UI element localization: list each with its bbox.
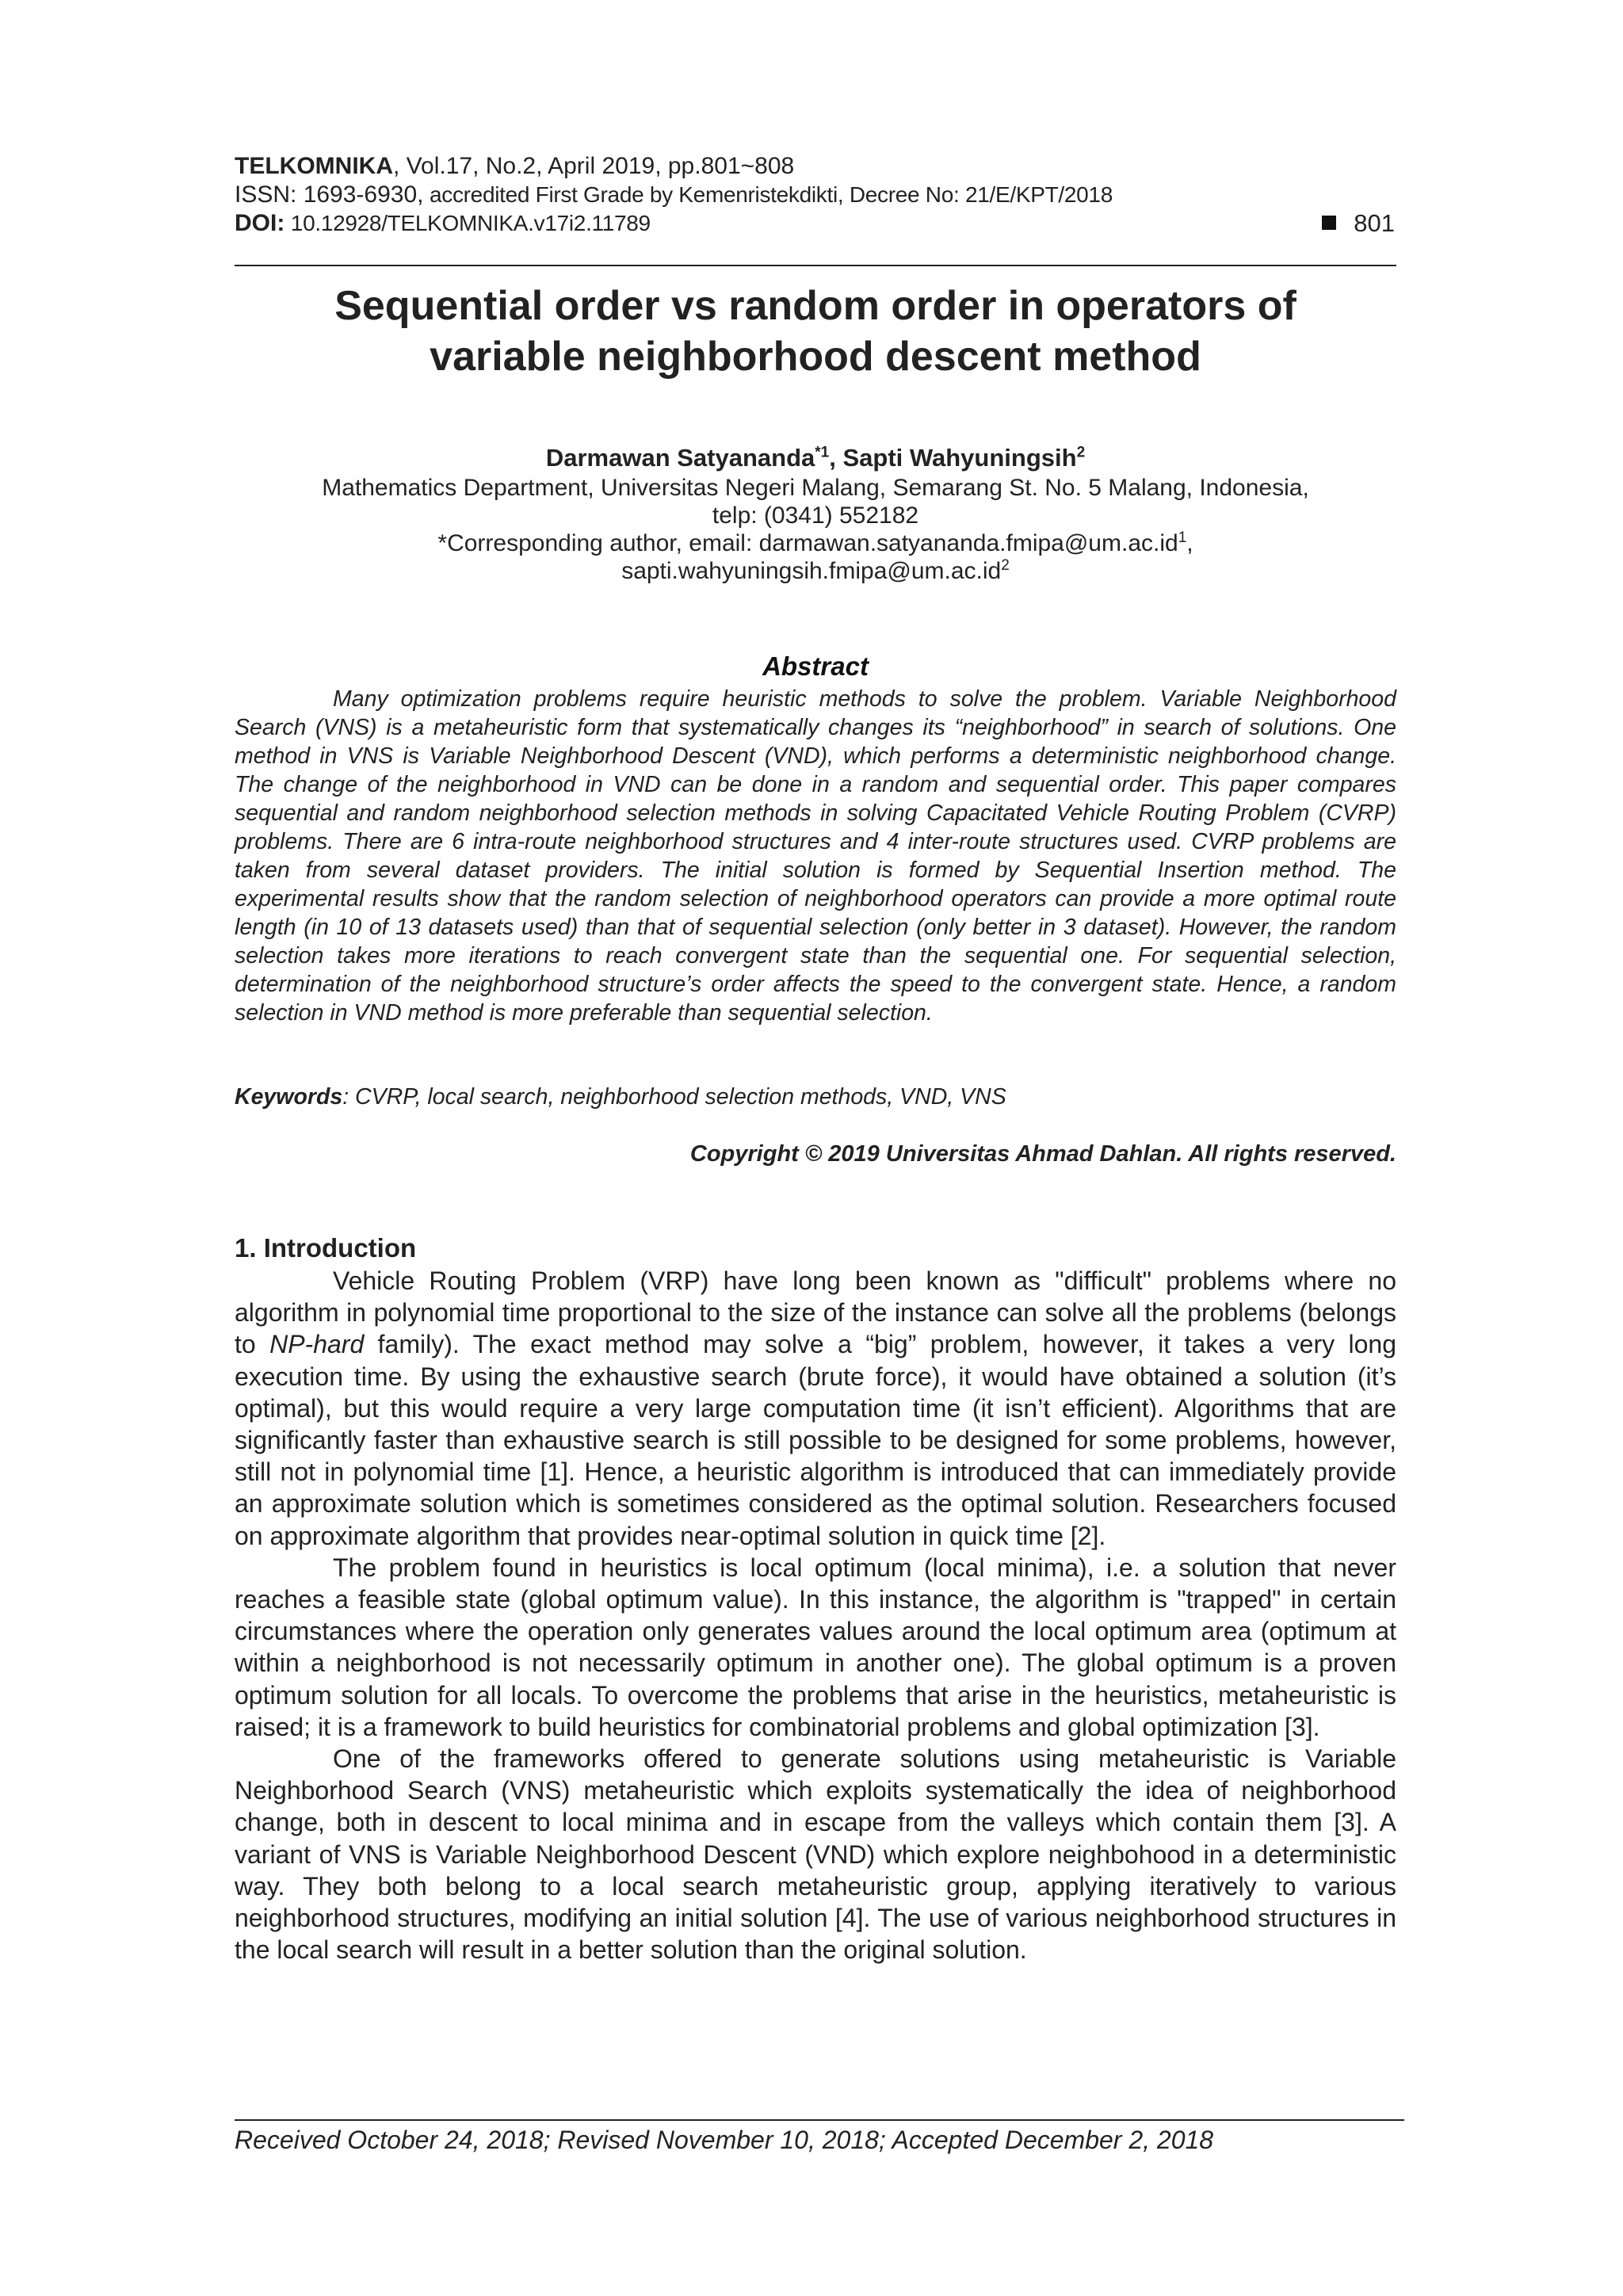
corresponding-email: *Corresponding author, email: darmawan.satyananda.fmipa@um.ac.id — [437, 530, 1178, 556]
author-separator: , — [829, 444, 843, 472]
title-line-1: Sequential order vs random order in operators of — [334, 283, 1296, 329]
paragraph-1-part-a: Vehicle Routing Problem (VRP) have long been known as "difficult" problems where no algorithm in polynomial time proportional to the size of the instance can solve all the problems (belongs to — [235, 1266, 1396, 1359]
email-2-marker: 2 — [1001, 557, 1010, 574]
paragraph-1-part-b: family). The exact method may solve a “big” problem, however, it takes a very long execution time. By using the exhaustive search (brute force), it would have obtained a solution (it’s optimal), but this would require a very large computation time (it isn’t efficient). Algorithms that are significantly faster than exhaustive search is still possible to be designed for some problems, however, still not in polynomial time [1]. Hence, a heuristic algorithm is introduced that can immediately provide an approximate solution which is sometimes considered as the optimal solution. Researchers focused on approximate algorithm that provides near-optimal solution in quick time [2]. — [235, 1330, 1397, 1550]
header-divider — [235, 265, 1396, 266]
doi-line — [235, 209, 1395, 238]
section-heading-introduction: 1. Introduction — [235, 1233, 417, 1263]
author-names — [235, 442, 1396, 474]
journal-details: , Vol.17, No.2, April 2019, pp.801~808 — [392, 153, 795, 179]
keywords-list: : CVRP, local search, neighborhood selection methods, VND, VNS — [342, 1084, 1006, 1110]
journal-citation-line — [235, 152, 1395, 181]
phone: telp: (0341) 552182 — [712, 502, 919, 529]
keywords — [235, 1084, 1396, 1110]
square-bullet-icon — [1322, 216, 1336, 230]
issn-label: ISSN: 1693-6930, — [235, 181, 424, 208]
title-line-2: variable neighborhood descent method — [430, 334, 1201, 380]
email-2: sapti.wahyuningsih.fmipa@um.ac.id — [621, 558, 1002, 584]
issn-line — [235, 181, 1395, 209]
doi-label: DOI: — [235, 210, 285, 236]
author-2: Sapti Wahyuningsih — [842, 444, 1077, 472]
paragraph-1-emphasis: NP-hard — [269, 1330, 365, 1359]
copyright-notice: Copyright © 2019 Universitas Ahmad Dahlan. All rights reserved. — [689, 1141, 1396, 1167]
paragraph-1 — [235, 1265, 1396, 1552]
corresponding-comma: , — [1186, 530, 1193, 556]
author-1-marker: *1 — [815, 444, 830, 461]
issn-accreditation: accredited First Grade by Kemenristekdikti, Decree No: 21/E/KPT/2018 — [423, 182, 1113, 207]
doi-value: 10.12928/TELKOMNIKA.v17i2.11789 — [285, 211, 651, 235]
page-number — [1322, 209, 1395, 238]
page-number-value: 801 — [1354, 209, 1395, 237]
journal-header — [235, 152, 1395, 238]
author-2-marker: 2 — [1076, 444, 1086, 461]
introduction-body — [235, 1265, 1396, 1966]
corresponding-author — [235, 529, 1396, 557]
author-block — [235, 442, 1396, 585]
author-1: Darmawan Satyananda — [545, 444, 815, 472]
second-email — [235, 557, 1396, 585]
abstract-heading: Abstract — [762, 651, 869, 681]
received-dates: Received October 24, 2018; Revised November 10, 2018; Accepted December 2, 2018 — [235, 2126, 1214, 2154]
affiliation: Mathematics Department, Universitas Negeri Malang, Semarang St. No. 5 Malang, Indonesia, — [322, 475, 1309, 501]
paragraph-3: One of the frameworks offered to generate solutions using metaheuristic is Variable Neighborhood Search (VNS) metaheuristic which exploits systematically the idea of neighborhood change, both in descent to local minima and in escape from the valleys which contain them [3]. A variant of VNS is Variable Neighborhood Descent (VND) which explore neighbohood in a deterministic way. They both belong to a local search metaheuristic group, applying iteratively to various neighborhood structures, modifying an initial solution [4]. The use of various neighborhood structures in the local search will result in a better solution than the original solution. — [235, 1744, 1396, 1965]
keywords-label: Keywords — [235, 1084, 343, 1110]
footer-divider — [235, 2119, 1404, 2121]
paper-title — [235, 281, 1396, 382]
abstract-text: Many optimization problems require heuristic methods to solve the problem. Variable Neighborhood Search (VNS) is a metaheuristic form that systematically changes its “neighborhood” in search of solutions. One method in VNS is Variable Neighborhood Descent (VND), which performs a deterministic neighborhood change. The change of the neighborhood in VND can be done in a random and sequential order. This paper compares sequential and random neighborhood selection methods in solving Capacitated Vehicle Routing Problem (CVRP) problems. There are 6 intra-route neighborhood structures and 4 inter-route structures used. CVRP problems are taken from several dataset providers. The initial solution is formed by Sequential Insertion method. The experimental results show that the random selection of neighborhood operators can provide a more optimal route length (in 10 of 13 datasets used) than that of sequential selection (only better in 3 dataset). However, the random selection takes more iterations to reach convergent state than the sequential one. For sequential selection, determination of the neighborhood structure’s order affects the speed to the convergent state. Hence, a random selection in VND method is more preferable than sequential selection. — [235, 686, 1396, 1026]
paragraph-2: The problem found in heuristics is local optimum (local minima), i.e. a solution that never reaches a feasible state (global optimum value). In this instance, the algorithm is "trapped" in certain circumstances where the operation only generates values around the local optimum area (optimum at within a neighborhood is not necessarily optimum in another one). The global optimum is a proven optimum solution for all locals. To overcome the problems that arise in the heuristics, metaheuristic is raised; it is a framework to build heuristics for combinatorial problems and global optimization [3]. — [235, 1553, 1396, 1741]
corresponding-marker: 1 — [1178, 529, 1187, 546]
journal-name: TELKOMNIKA — [235, 153, 393, 179]
